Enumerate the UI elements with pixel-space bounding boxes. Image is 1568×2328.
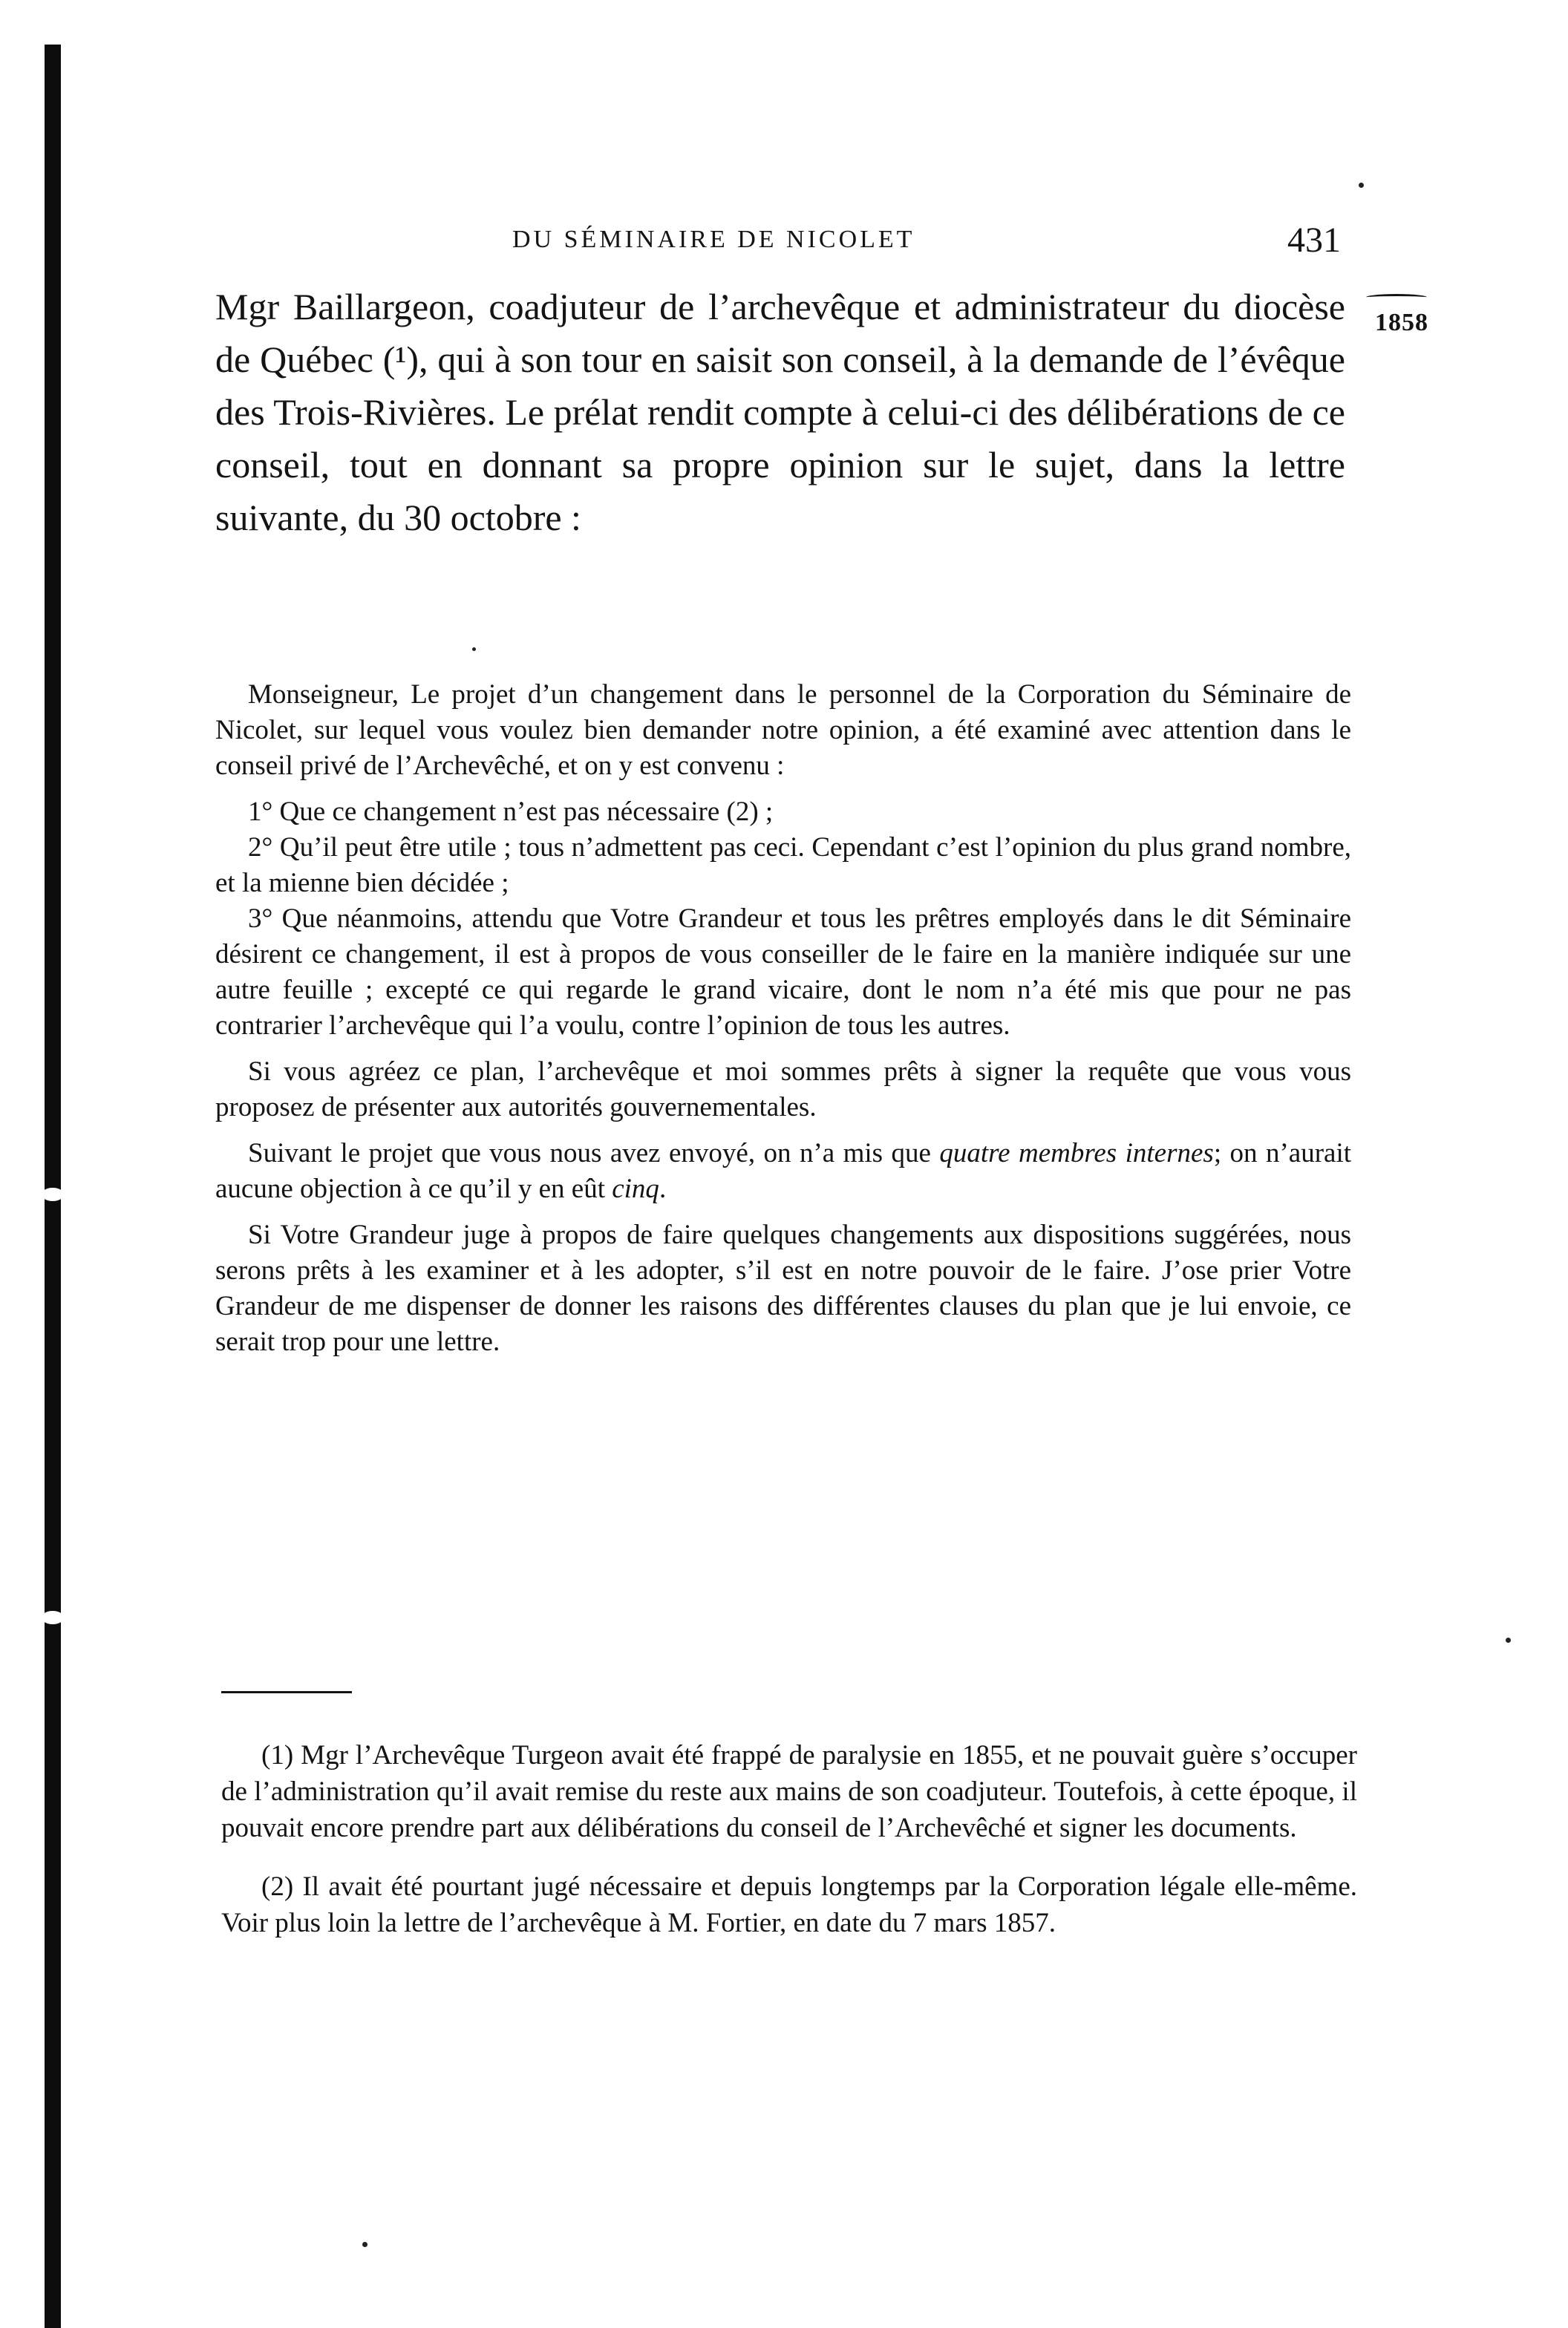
running-head	[215, 220, 1348, 264]
letter-members-end: .	[659, 1174, 667, 1204]
footnote-1: (1) Mgr l’Archevêque Turgeon avait été frappé de paralysie en 1855, et ne pouvait guère s’occuper de l’administration qu’il avait remise du reste aux mains de son coadjuteur. Toutefois, à cette époque, il pouvait encore prendre part aux délibérations du conseil de l’Archevêché et signer les documents.	[221, 1740, 1357, 1843]
scan-binding-edge	[45, 45, 61, 2328]
scan-speck	[1506, 1638, 1511, 1643]
letter-members-middle: ; on n’aurait aucune objection à ce qu’il y en eût	[215, 1138, 1351, 1204]
running-title: DU SÉMINAIRE DE NICOLET	[512, 226, 915, 253]
letter-approval: Si vous agréez ce plan, l’archevêque et moi sommes prêts à signer la requête que vous vous proposez de présenter aux autorités gouvernementales.	[215, 1056, 1351, 1122]
scan-edge-nick	[42, 1611, 64, 1624]
letter-members-italic-2: cinq	[612, 1174, 659, 1204]
letter-closing: Si Votre Grandeur juge à propos de faire quelques changements aux dispositions suggérées, nous serons prêts à les examiner et à les adopter, s’il est en notre pouvoir de le faire. J’ose prier Votre Grandeur de me dispenser de donner les raisons des différentes clauses du plan que je lui envoie, ce serait trop pour une lettre.	[215, 1220, 1351, 1357]
quoted-letter	[215, 677, 1351, 1370]
letter-members-start: Suivant le projet que vous nous avez envoyé, on n’a mis que	[248, 1138, 931, 1168]
page-number: 431	[1287, 220, 1341, 260]
scan-edge-nick	[42, 1188, 64, 1201]
letter-point-1: 1° Que ce changement n’est pas nécessaire (2) ;	[248, 797, 774, 827]
margin-year: 1858	[1375, 309, 1428, 336]
letter-point-2: 2° Qu’il peut être utile ; tous n’admettent pas ceci. Cependant c’est l’opinion du plus grand nombre, et la mienne bien décidée ;	[215, 832, 1351, 898]
letter-point-3: 3° Que néanmoins, attendu que Votre Grandeur et tous les prêtres employés dans le dit Séminaire désirent ce changement, il est à propos de vous conseiller de le faire en la manière indiquée sur une autre feuille ; excepté ce qui regarde le grand vicaire, dont le nom n’a été mis que pour ne pas contrarier l’archevêque qui l’a voulu, contre l’opinion de tous les autres.	[215, 903, 1351, 1041]
scan-speck	[472, 647, 476, 651]
letter-opening: Monseigneur, Le projet d’un changement dans le personnel de la Corporation du Séminaire de Nicolet, sur lequel vous voulez bien demander notre opinion, a été examiné avec attention dans le conseil privé de l’Archevêché, et on y est convenu :	[215, 679, 1351, 781]
scan-speck	[362, 2242, 368, 2247]
footnote-separator	[221, 1691, 352, 1693]
body-paragraph: Mgr Baillargeon, coadjuteur de l’archevêque et administrateur du diocèse de Québec (¹), qui à son tour en saisit son conseil, à la demande de l’évêque des Trois-Rivières. Le prélat rendit compte à celui-ci des délibérations de ce conseil, tout en donnant sa propre opinion sur le sujet, dans la lettre suivante, du 30 octobre :	[215, 286, 1345, 538]
letter-members-italic-1: quatre membres internes	[939, 1138, 1214, 1168]
scan-speck	[1359, 183, 1364, 188]
letter-members	[215, 1136, 1351, 1207]
footnotes	[221, 1737, 1357, 1964]
margin-year-mark	[1366, 294, 1427, 301]
footnote-2: (2) Il avait été pourtant jugé nécessaire et depuis longtemps par la Corporation légale elle-même. Voir plus loin la lettre de l’archevêque à M. Fortier, en date du 7 mars 1857.	[221, 1871, 1357, 1938]
